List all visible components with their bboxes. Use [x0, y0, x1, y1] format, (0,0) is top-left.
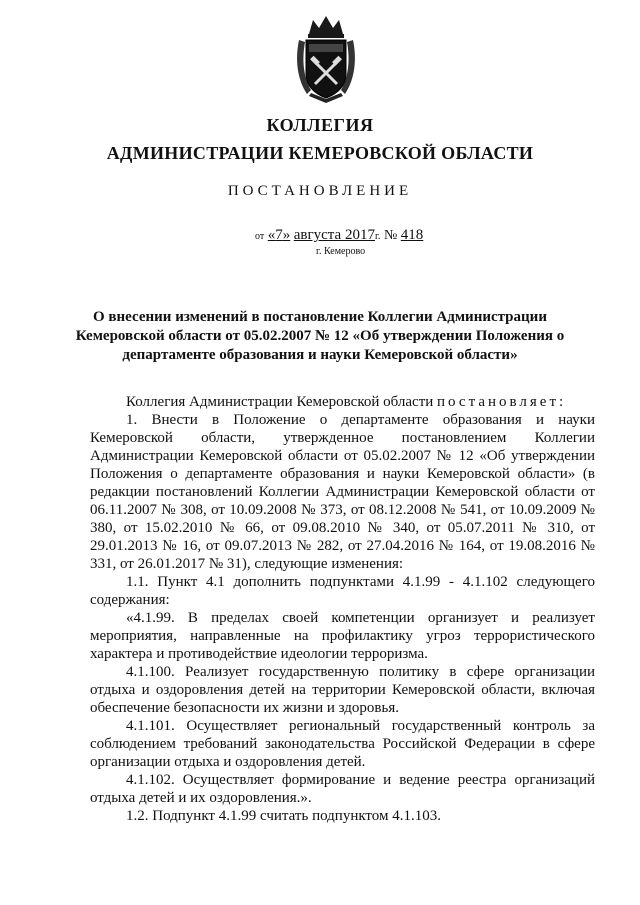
body-paragraph: 4.1.102. Осуществляет формирование и ведение реестра организаций отдыха детей и их оздоровления.». [90, 772, 595, 806]
org-name-line2: АДМИНИСТРАЦИИ КЕМЕРОВСКОЙ ОБЛАСТИ [106, 143, 534, 163]
org-name-line1: КОЛЛЕГИЯ [266, 115, 374, 135]
date-from-label: от [255, 231, 265, 242]
date-open-quote: « [267, 227, 276, 243]
date-month-year: августа 2017 [293, 227, 375, 243]
body-paragraph: 1. Внести в Положение о департаменте образования и науки Кемеровской области, утвержденное постановлением Коллегии Администрации Кемеровской области от 05.02.2007 № 12 «Об утверждении Положения о департаменте образования и науки Кемеровской области» (в редакции постановлений Коллегии Администрации Кемеровской области от 06.11.2007 № 308, от 10.09.2008 № 373, от 08.12.2008 № 541, от 10.09.2009 № 380, от 15.02.2010 № 66, от 09.08.2010 № 340, от 05.07.2011 № 310, от 29.01.2013 № 16, от 09.07.2013 № 282, от 27.04.2016 № 164, от 19.08.2016 № 331, от 26.01.2017 № 31), следующие изменения: [90, 412, 595, 572]
date-year-suffix: г. [374, 231, 381, 242]
date-line [255, 227, 455, 244]
city: г. Кемерово [316, 246, 366, 257]
body-paragraph: 1.2. Подпункт 4.1.99 считать подпунктом 4.1.103. [126, 808, 441, 824]
document-title: О внесении изменений в постановление Коллегии Администрации Кемеровской области от 05.02.2007 № 12 «Об утверждении Положения о департаменте образования и науки Кемеровской области» [75, 309, 565, 363]
body-paragraph: «4.1.99. В пределах своей компетенции организует и реализует мероприятия, направленные на профилактику угроз террористического характера и противодействие идеологии терроризма. [90, 610, 595, 662]
body-intro [90, 393, 595, 411]
body-paragraph: 1.1. Пункт 4.1 дополнить подпунктами 4.1.99 - 4.1.102 следующего содержания: [90, 574, 595, 608]
date-close-quote: » [282, 227, 291, 243]
document-body [90, 393, 595, 825]
kemerovo-coat-of-arms-icon [295, 14, 357, 104]
intro-resolves: постановляет: [437, 394, 567, 410]
body-paragraph: 4.1.100. Реализует государственную политику в сфере организации отдыха и оздоровления детей на территории Кемеровской области, включая обеспечение безопасности их жизни и здоровья. [90, 664, 595, 716]
body-paragraph: 4.1.101. Осуществляет региональный государственный контроль за соблюдением требований законодательства Российской Федерации в сфере организации отдыха и оздоровления детей. [90, 718, 595, 770]
number-sign: № [383, 228, 398, 243]
date-day: 7 [275, 227, 283, 243]
document-type: ПОСТАНОВЛЕНИЕ [227, 183, 413, 199]
intro-text: Коллегия Администрации Кемеровской области [126, 394, 438, 410]
document-number: 418 [400, 227, 424, 243]
